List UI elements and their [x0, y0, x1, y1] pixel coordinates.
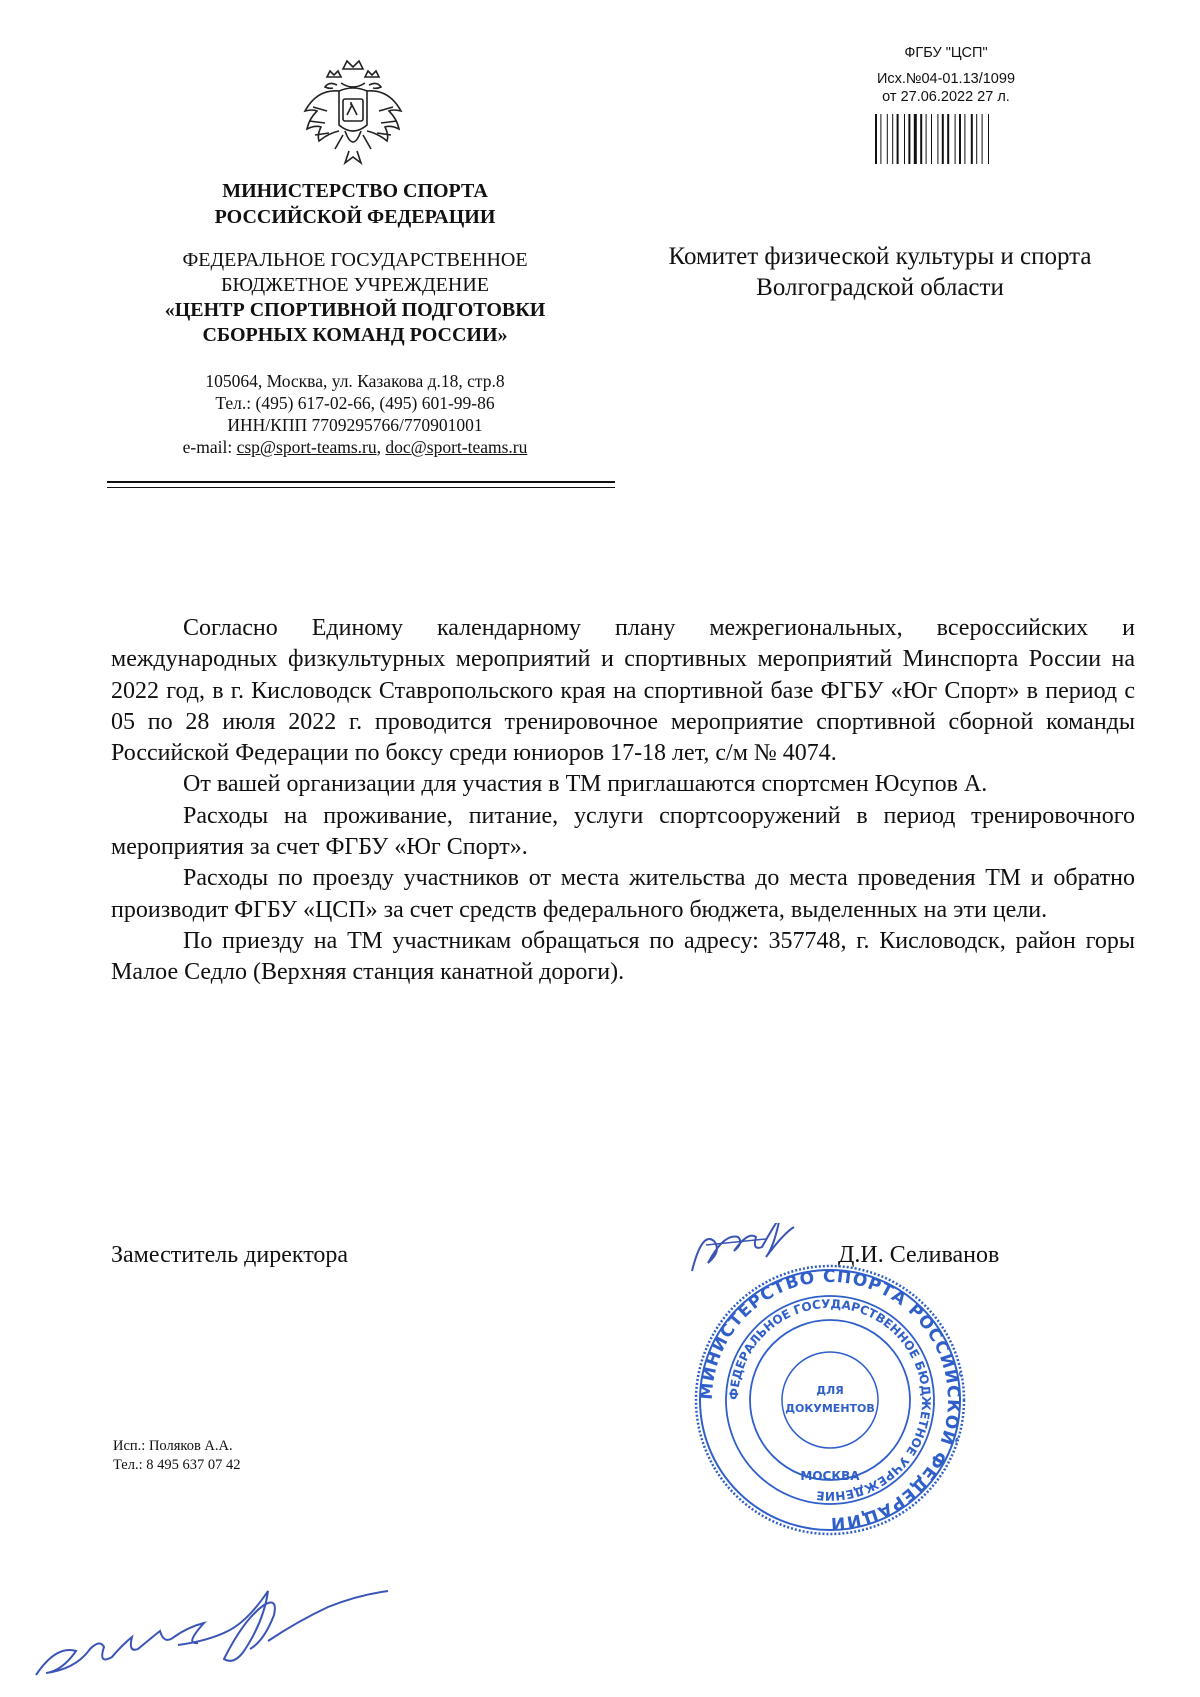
signatory-name: Д.И. Селиванов — [838, 1242, 1000, 1268]
email-separator: , — [376, 437, 386, 457]
body-paragraph: Согласно Единому календарному плану межрегиональных, всероссийских и международных физкультурных мероприятий и спортивных мероприятий Минспорта России на 2022 год, в г. Кисловодск Ставропольского края на спортивной базе ФГБУ «Юг Спорт» в период с 05 по 28 июля 2022 г. проводится тренировочное мероприятие спортивной сборной команды Российской Федерации по боксу среди юниоров 17-18 лет, с/м № 4074. — [111, 615, 1135, 767]
email-prefix: e-mail: — [182, 437, 237, 457]
barcode-bar — [937, 114, 938, 164]
russian-coat-of-arms-icon — [299, 55, 407, 173]
barcode-bar — [904, 114, 905, 164]
barcode-bar — [964, 114, 965, 164]
executor-info — [113, 1437, 241, 1475]
email-line — [120, 436, 590, 458]
body-paragraph: От вашей организации для участия в ТМ приглашаются спортсмен Юсупов А. — [183, 771, 988, 798]
executor-name: Исп.: Поляков А.А. — [113, 1438, 233, 1454]
letter-body — [111, 613, 1135, 989]
inn-kpp: ИНН/КПП 7709295766/770901001 — [227, 415, 483, 435]
seal-outer-text: МИНИСТЕРСТВО СПОРТА РОССИЙСКОЙ ФЕДЕРАЦИИ — [696, 1266, 964, 1534]
barcode-bar — [947, 114, 949, 164]
barcode-bar — [880, 114, 881, 164]
ministry-line: МИНИСТЕРСТВО СПОРТА — [222, 180, 488, 202]
seal-center-top: ДЛЯ — [816, 1384, 844, 1397]
recipient — [620, 241, 1140, 303]
handwritten-signature-icon — [688, 1223, 798, 1279]
barcode-bar — [875, 114, 877, 164]
recipient-line: Комитет физической культуры и спорта — [668, 243, 1092, 270]
org-line: ФЕДЕРАЛЬНОЕ ГОСУДАРСТВЕННОЕ — [182, 249, 528, 271]
ministry-line: РОССИЙСКОЙ ФЕДЕРАЦИИ — [214, 206, 496, 228]
phone: Тел.: (495) 617-02-66, (495) 601-99-86 — [215, 393, 495, 413]
blue-round-seal-icon — [692, 1262, 968, 1538]
barcode-bar — [926, 114, 927, 164]
barcode-bar — [914, 114, 917, 164]
registration-number: Исх.№04-01.13/1099 — [876, 71, 1016, 87]
registration-org: ФГБУ "ЦСП" — [904, 45, 988, 61]
seal-city: МОСКВА — [800, 1469, 860, 1483]
letterhead-divider — [107, 481, 615, 483]
barcode-bar — [971, 114, 973, 164]
barcode-bar — [931, 114, 932, 164]
org-line: СБОРНЫХ КОМАНД РОССИИ» — [202, 324, 508, 346]
barcode-bar — [955, 114, 956, 164]
seal-middle-text: ФЕДЕРАЛЬНОЕ ГОСУДАРСТВЕННОЕ БЮДЖЕТНОЕ УЧРЕЖДЕНИЕ — [726, 1296, 934, 1504]
barcode-bar — [897, 114, 899, 164]
barcode-icon — [873, 114, 1023, 164]
contact-block — [120, 370, 590, 458]
signatory-title: Заместитель директора — [111, 1242, 349, 1268]
registration-date: от 27.06.2022 27 л. — [882, 89, 1010, 105]
org-line: «ЦЕНТР СПОРТИВНОЙ ПОДГОТОВКИ — [164, 299, 546, 321]
barcode-bar — [988, 114, 989, 164]
org-line: БЮДЖЕТНОЕ УЧРЕЖДЕНИЕ — [220, 274, 490, 296]
barcode-bar — [887, 114, 888, 164]
barcode-bar — [942, 114, 944, 164]
address: 105064, Москва, ул. Казакова д.18, стр.8 — [205, 371, 505, 391]
recipient-line: Волгоградской области — [756, 274, 1004, 301]
barcode-bar — [908, 114, 910, 164]
executor-phone: Тел.: 8 495 637 07 42 — [113, 1457, 241, 1473]
ministry-header — [120, 178, 590, 230]
barcode-bar — [982, 114, 983, 164]
barcode-bar — [920, 114, 922, 164]
barcode-bar — [892, 114, 893, 164]
body-paragraph: Расходы на проживание, питание, услуги спортсооружений в период тренировочного мероприятия за счет ФГБУ «Юг Спорт». — [111, 802, 1135, 861]
letterhead-divider-thin — [107, 487, 615, 488]
body-paragraph: Расходы по проезду участников от места жительства до места проведения ТМ и обратно производит ФГБУ «ЦСП» за счет средств федерального бюджета, выделенных на эти цели. — [111, 865, 1135, 923]
body-paragraph: По приезду на ТМ участникам обращаться по адресу: 357748, г. Кисловодск, район горы Малое Седло (Верхняя станция канатной дороги). — [111, 927, 1135, 986]
barcode-bar — [959, 114, 961, 164]
barcode-bar — [976, 114, 977, 164]
handwritten-initials-icon — [28, 1575, 408, 1685]
seal-center-bottom: ДОКУМЕНТОВ — [785, 1402, 875, 1415]
email-link-doc[interactable]: doc@sport-teams.ru — [385, 437, 528, 457]
organization-name — [120, 248, 590, 348]
email-link-csp[interactable]: csp@sport-teams.ru — [236, 437, 377, 457]
